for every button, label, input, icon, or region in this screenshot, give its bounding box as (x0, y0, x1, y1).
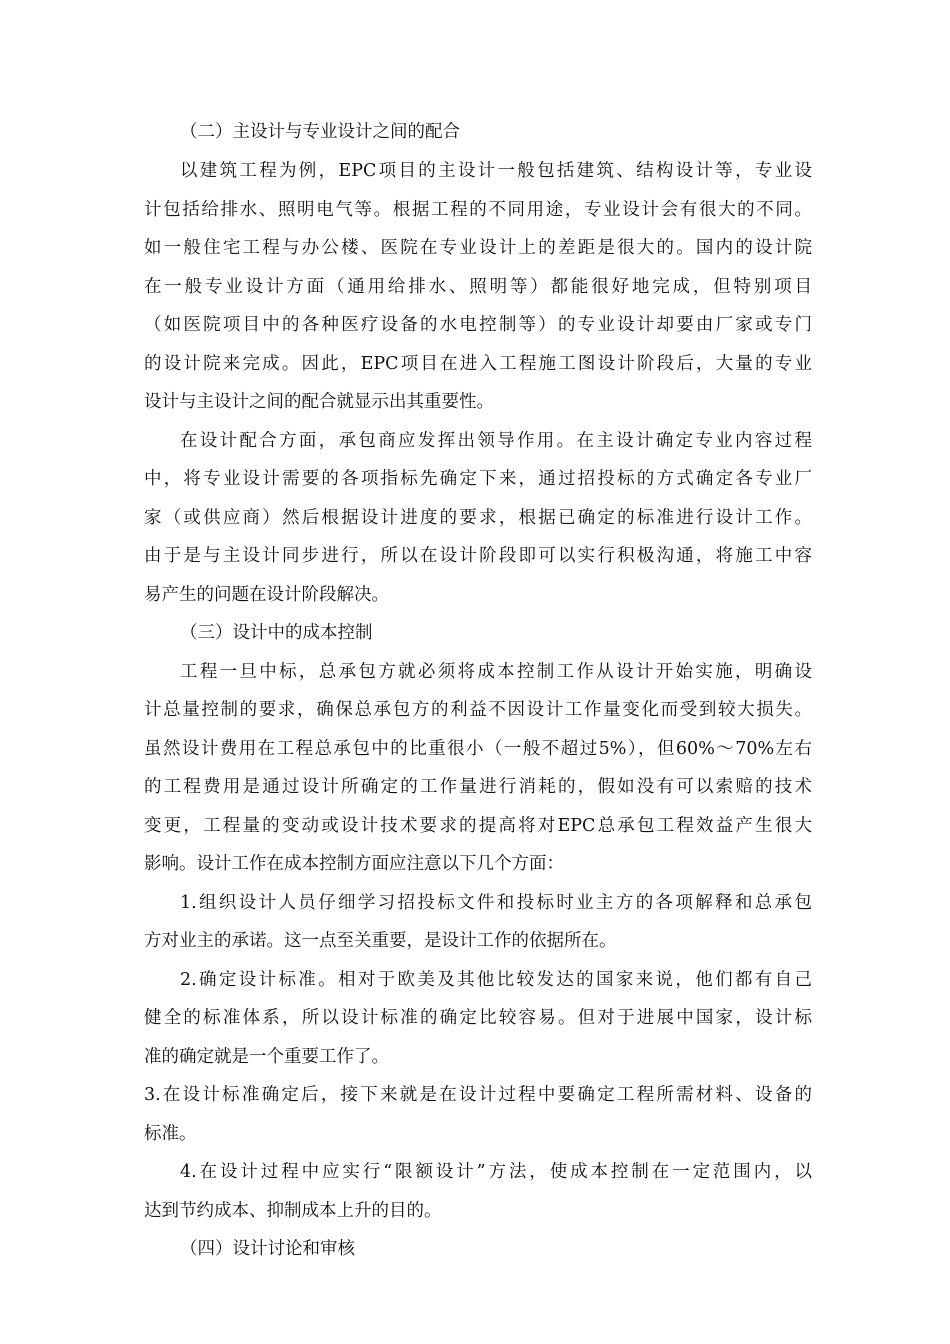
list-item-line: 准的确定就是一个重要工作了。 (144, 1047, 389, 1067)
list-item-line: 标准。 (144, 1124, 197, 1144)
paragraph-line: 在一般专业设计方面（通用给排水、照明等）都能很好地完成，但特别项目 (144, 277, 812, 297)
paragraph-line: 的工程费用是通过设计所确定的工作量进行消耗的，假如没有可以索赔的技术 (144, 777, 812, 797)
paragraph-line: 的设计院来完成。因此，EPC项目在进入工程施工图设计阶段后，大量的专业 (144, 354, 812, 374)
paragraph-line: 虽然设计费用在工程总承包中的比重很小（一般不超过5%），但60%～70%左右 (144, 739, 812, 759)
paragraph-line: 以建筑工程为例，EPC项目的主设计一般包括建筑、结构设计等，专业设 (180, 161, 812, 181)
list-item-line: 1.组织设计人员仔细学习招投标文件和投标时业主方的各项解释和总承包 (180, 893, 812, 913)
paragraph-line: 如一般住宅工程与办公楼、医院在专业设计上的差距是很大的。国内的设计院 (144, 238, 812, 258)
paragraph-line: 计包括给排水、照明电气等。根据工程的不同用途，专业设计会有很大的不同。 (144, 200, 812, 220)
list-item-line: 4.在设计过程中应实行“限额设计”方法，使成本控制在一定范围内，以 (180, 1162, 812, 1182)
paragraph-line: 家（或供应商）然后根据设计进度的要求，根据已确定的标准进行设计工作。 (144, 508, 812, 528)
paragraph-line: 设计与主设计之间的配合就显示出其重要性。 (144, 392, 494, 412)
paragraph-line: 计总量控制的要求，确保总承包方的利益不因设计工作量变化而受到较大损失。 (144, 700, 812, 720)
section-heading-3: （三）设计中的成本控制 (180, 623, 373, 643)
paragraph-line: 易产生的问题在设计阶段解决。 (144, 585, 389, 605)
paragraph-line: 在设计配合方面，承包商应发挥出领导作用。在主设计确定专业内容过程 (180, 431, 812, 451)
section-heading-2: （二）主设计与专业设计之间的配合 (180, 122, 460, 142)
list-item-line: 达到节约成本、抑制成本上升的目的。 (144, 1201, 442, 1221)
paragraph-line: 影响。设计工作在成本控制方面应注意以下几个方面： (144, 854, 564, 874)
list-item-line: 3.在设计标准确定后，接下来就是在设计过程中要确定工程所需材料、设备的 (144, 1085, 812, 1105)
paragraph-line: 由于是与主设计同步进行，所以在设计阶段即可以实行积极沟通，将施工中容 (144, 546, 812, 566)
list-item-line: 2.确定设计标准。相对于欧美及其他比较发达的国家来说，他们都有自己 (180, 970, 812, 990)
paragraph-line: 变更，工程量的变动或设计技术要求的提高将对EPC总承包工程效益产生很大 (144, 816, 812, 836)
list-item-line: 健全的标准体系，所以设计标准的确定比较容易。但对于进展中国家，设计标 (144, 1008, 812, 1028)
paragraph-line: 中，将专业设计需要的各项指标先确定下来，通过招投标的方式确定各专业厂 (144, 469, 812, 489)
list-item-line: 方对业主的承诺。这一点至关重要，是设计工作的依据所在。 (144, 931, 617, 951)
paragraph-line: 工程一旦中标，总承包方就必须将成本控制工作从设计开始实施，明确设 (180, 662, 812, 682)
section-heading-4: （四）设计讨论和审核 (180, 1239, 355, 1259)
paragraph-line: （如医院项目中的各种医疗设备的水电控制等）的专业设计却要由厂家或专门 (144, 315, 812, 335)
